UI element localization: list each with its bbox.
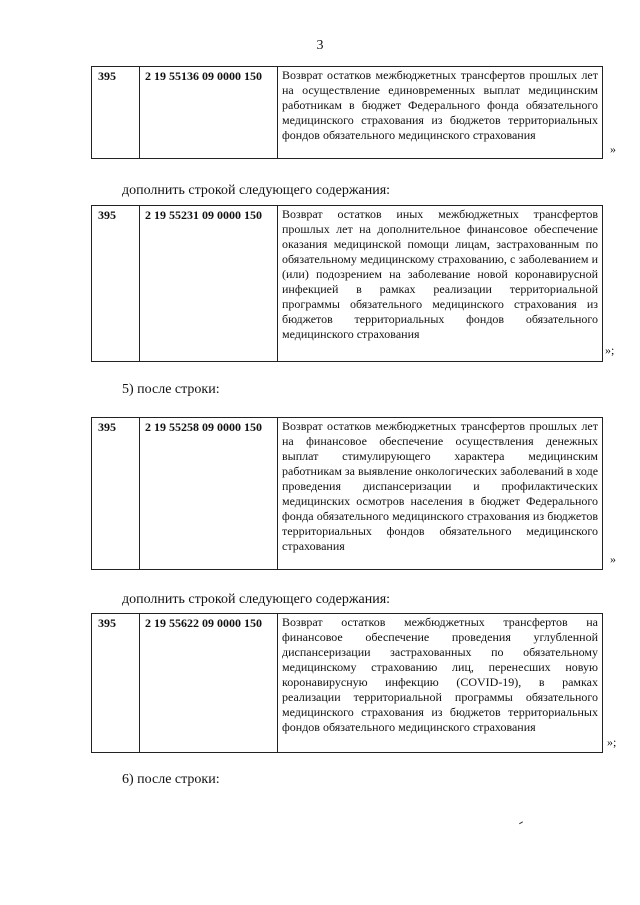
paragraph-add-row: дополнить строкой следующего содержания: bbox=[122, 592, 391, 607]
table-row bbox=[91, 417, 603, 570]
table-row bbox=[91, 205, 603, 362]
description-cell bbox=[278, 67, 602, 158]
description-cell bbox=[278, 206, 602, 361]
description-text: Возврат остатков иных межбюджетных трансфертов прошлых лет на дополнительное финансовое обеспечение оказания медицинской помощи лицам, застрахованным по обязательному медицинскому страхованию, с заболеванием и (или) подозрением на заболевание новой коронавирусной инфекцией в рамках реализации территориальной программы обязательного медицинского страхования из бюджетов территориальных фондов обязательного медицинского страхования bbox=[282, 207, 598, 341]
description-text: Возврат остатков межбюджетных трансфертов прошлых лет на осуществление единовременных выплат медицинским работникам в бюджет Федерального фонда обязательного медицинского страхования из бюджетов территориальных фондов обязательного медицинского страхования bbox=[282, 68, 598, 142]
kbk-code-cell: 2 19 55258 09 0000 150 bbox=[140, 418, 278, 569]
admin-code-cell: 395 bbox=[92, 614, 140, 752]
paragraph-item-5: 5) после строки: bbox=[122, 382, 220, 397]
scan-mark bbox=[519, 821, 525, 827]
description-text: Возврат остатков межбюджетных трансфертов на финансовое обеспечение проведения углубленной диспансеризации застрахованных по обязательному медицинскому страхованию лиц, перенесших новую коронавирусную инфекцию (COVID-19), в рамках реализации территориальной программы обязательного медицинского страхования из бюджетов территориальных фондов обязательного медицинского страхования bbox=[282, 615, 598, 734]
table-row bbox=[91, 66, 603, 159]
closing-quote: »; bbox=[605, 343, 615, 357]
paragraph-item-6: 6) после строки: bbox=[122, 772, 220, 787]
admin-code-cell: 395 bbox=[92, 418, 140, 569]
kbk-code-cell: 2 19 55231 09 0000 150 bbox=[140, 206, 278, 361]
page-number: 3 bbox=[316, 38, 324, 53]
closing-quote: » bbox=[610, 142, 616, 156]
description-cell bbox=[278, 614, 602, 752]
kbk-code-cell: 2 19 55622 09 0000 150 bbox=[140, 614, 278, 752]
closing-quote: » bbox=[610, 552, 616, 566]
paragraph-add-row: дополнить строкой следующего содержания: bbox=[122, 183, 391, 198]
admin-code-cell: 395 bbox=[92, 206, 140, 361]
description-text: Возврат остатков межбюджетных трансфертов прошлых лет на финансовое обеспечение осуществления денежных выплат стимулирующего характера медицинским работникам за выявление онкологических заболеваний в ходе проведения диспансеризации и профилактических медицинских осмотров населения в бюджет Федерального фонда обязательного медицинского страхования из бюджетов территориальных фондов обязательного медицинского страхования bbox=[282, 419, 599, 553]
description-cell bbox=[278, 418, 602, 569]
kbk-code-cell: 2 19 55136 09 0000 150 bbox=[140, 67, 278, 158]
table-row bbox=[91, 613, 603, 753]
admin-code-cell: 395 bbox=[92, 67, 140, 158]
closing-quote: »; bbox=[607, 735, 617, 749]
